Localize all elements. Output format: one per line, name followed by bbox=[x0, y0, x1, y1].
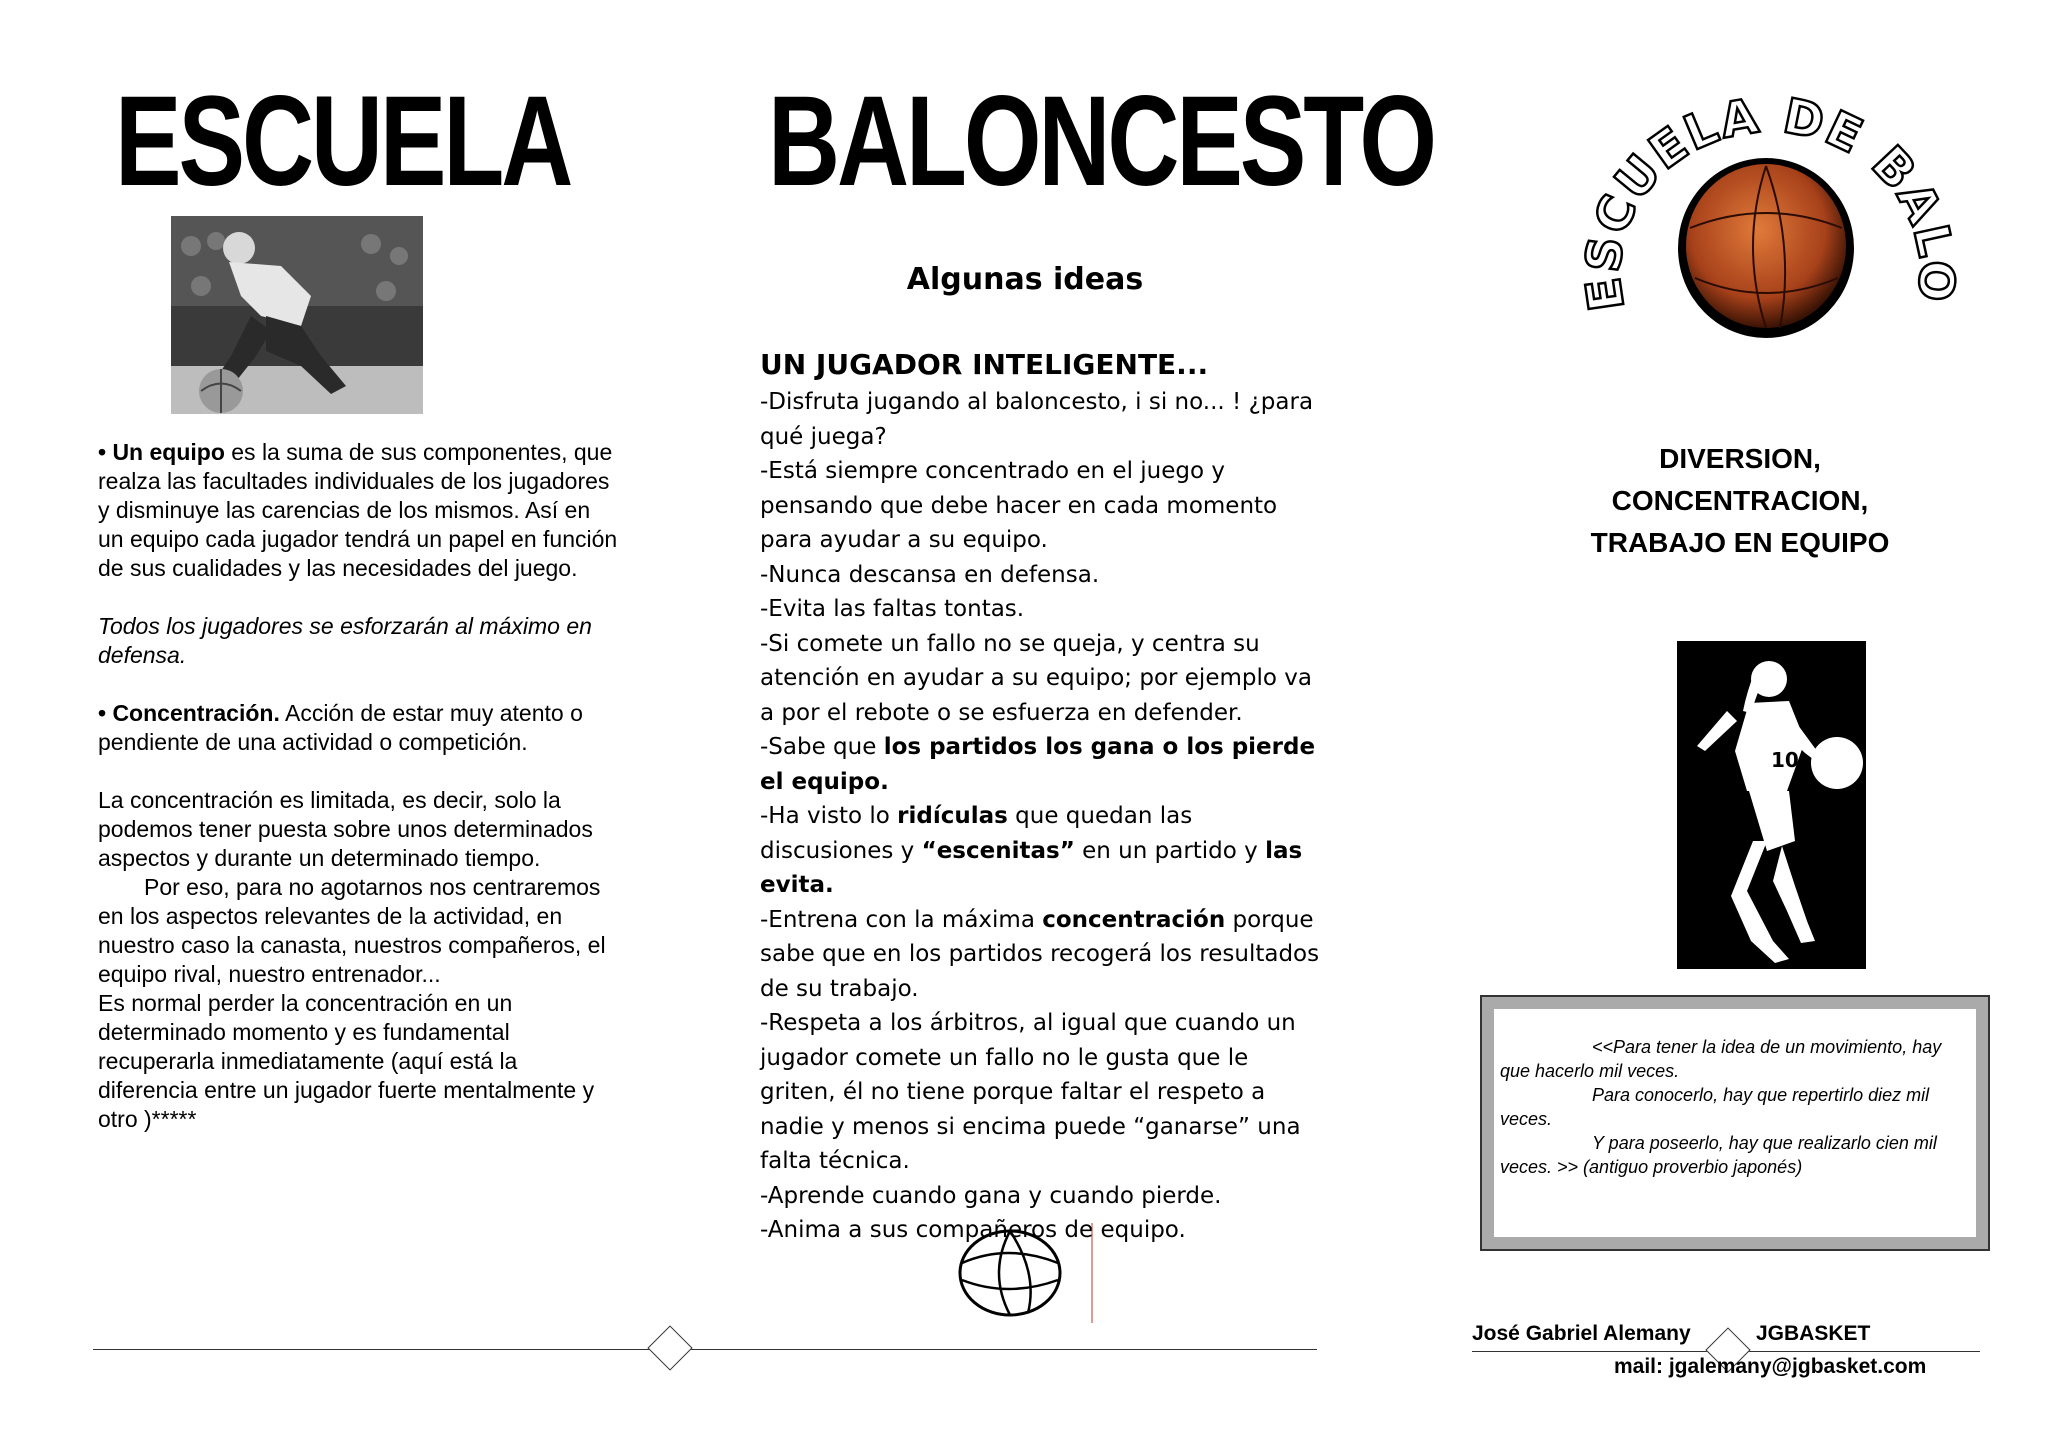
recover-concentration-paragraph: Es normal perder la concentración en un determinado momento y es fundamental recuperarla inmediatamente (aquí está la diferencia entre un jugador fuerte mentalmente y otro )***** bbox=[98, 990, 595, 1132]
idea-emphasis: concentración bbox=[1042, 906, 1226, 933]
idea-text: que quedan las discusiones y bbox=[760, 803, 1193, 864]
subtitle: Algunas ideas bbox=[906, 262, 1144, 297]
relevant-aspects-paragraph: Por eso, para no agotarnos nos centraremos en los aspectos relevantes de la actividad, en nuestro caso la canasta, nuestros compañeros, el equipo rival, nuestro entrenador... bbox=[98, 874, 606, 987]
motto-line: CONCENTRACION, bbox=[1611, 485, 1869, 516]
concentration-lead: • Concentración. bbox=[98, 700, 280, 726]
idea-text: porque sabe que en los partidos recogerá los resultados de su trabajo. bbox=[760, 906, 1320, 1002]
school-logo-svg bbox=[1570, 78, 1970, 418]
section-heading: UN JUGADOR INTELIGENTE... bbox=[760, 348, 1209, 381]
quote-content bbox=[1494, 1009, 1976, 1237]
quote-line: Para conocerlo, hay que repertirlo diez mil veces. bbox=[1500, 1085, 1930, 1129]
jersey-number-icon: 10 bbox=[1771, 748, 1799, 772]
idea-line: -Respeta a los árbitros, al igual que cuando un jugador comete un fallo no le gusta que le griten, él no tiene porque faltar el respeto a nadie y menos si encima puede “ganarse” una falta técnica. bbox=[760, 1010, 1301, 1174]
motto-line: DIVERSION, bbox=[1659, 443, 1821, 474]
idea-line: -Disfruta jugando al baloncesto, i si no... ! ¿para qué juega? bbox=[760, 389, 1314, 450]
defense-note: Todos los jugadores se esforzarán al máximo en defensa. bbox=[98, 613, 592, 668]
idea-text: -Ha visto lo bbox=[760, 803, 898, 829]
diamond-ornament bbox=[647, 1325, 692, 1370]
idea-text: en un partido y bbox=[1074, 837, 1266, 864]
quote-line: Y para poseerlo, hay que realizarlo cien mil veces. >> (antiguo proverbio japonés) bbox=[1500, 1133, 1937, 1177]
concentration-text: Acción de estar muy atento o pendiente de una actividad o competición. bbox=[98, 700, 583, 755]
female-player-silhouette bbox=[1677, 641, 1866, 969]
contact-email: mail: jgalemany@jgbasket.com bbox=[1614, 1355, 1927, 1378]
motto-line: TRABAJO EN EQUIPO bbox=[1590, 527, 1890, 558]
idea-emphasis: ridículas bbox=[897, 803, 1008, 829]
idea-emphasis: “escenitas” bbox=[921, 837, 1075, 864]
idea-line: -Evita las faltas tontas. bbox=[760, 596, 1025, 622]
author-name: José Gabriel Alemany bbox=[1472, 1322, 1691, 1345]
equipo-text: es la suma de sus componentes, que realza las facultades individuales de los jugadores y disminuye las carencias de los mismos. Así en un equipo cada jugador tendrá un papel en función de sus cualidades y las necesidades del juego. bbox=[98, 439, 618, 581]
equipo-lead: • Un equipo bbox=[98, 439, 225, 465]
idea-line bbox=[760, 903, 1320, 1007]
idea-line: -Aprende cuando gana y cuando pierde. bbox=[760, 1182, 1222, 1209]
motto bbox=[1540, 438, 1940, 564]
idea-text: -Sabe que bbox=[760, 734, 884, 760]
idea-text: -Entrena con la máxima bbox=[760, 906, 1043, 933]
idea-emphasis: las evita. bbox=[760, 837, 1303, 898]
concentration-paragraph bbox=[98, 699, 618, 757]
brand-name: JGBASKET bbox=[1756, 1322, 1871, 1345]
idea-emphasis: los partidos los gana o los pierde el equipo. bbox=[760, 734, 1316, 795]
quote-box bbox=[1480, 995, 1990, 1251]
ball-sketch-icon bbox=[948, 1218, 1098, 1333]
title-baloncesto: BALONCESTO bbox=[768, 70, 1434, 213]
idea-line: -Nunca descansa en defensa. bbox=[760, 561, 1100, 588]
quote-line: <<Para tener la idea de un movimiento, hay que hacerlo mil veces. bbox=[1500, 1037, 1942, 1081]
idea-line bbox=[760, 799, 1320, 903]
idea-line bbox=[760, 730, 1320, 799]
idea-line: -Está siempre concentrado en el juego y pensando que debe hacer en cada momento para ayudar a su equipo. bbox=[760, 458, 1278, 553]
school-logo bbox=[1570, 78, 1970, 423]
bottom-rule bbox=[93, 1349, 1317, 1350]
idea-line: -Anima a sus compañeros de equipo. bbox=[760, 1217, 1186, 1243]
title-escuela: ESCUELA bbox=[115, 70, 571, 213]
basketball-player-photo bbox=[171, 216, 423, 414]
middle-column-text bbox=[760, 385, 1320, 1248]
limited-concentration-paragraph: La concentración es limitada, es decir, solo la podemos tener puesta sobre unos determinados aspectos y durante un determinado tiempo. bbox=[98, 787, 593, 871]
idea-line: -Si comete un fallo no se queja, y centra su atención en ayudar a su equipo; por ejemplo va a por el rebote o se esfuerza en defender. bbox=[760, 630, 1312, 726]
logo-text-path: ESCUELA DE BALO bbox=[1575, 87, 1966, 315]
left-column-text bbox=[98, 438, 618, 1134]
equipo-paragraph bbox=[98, 438, 618, 583]
